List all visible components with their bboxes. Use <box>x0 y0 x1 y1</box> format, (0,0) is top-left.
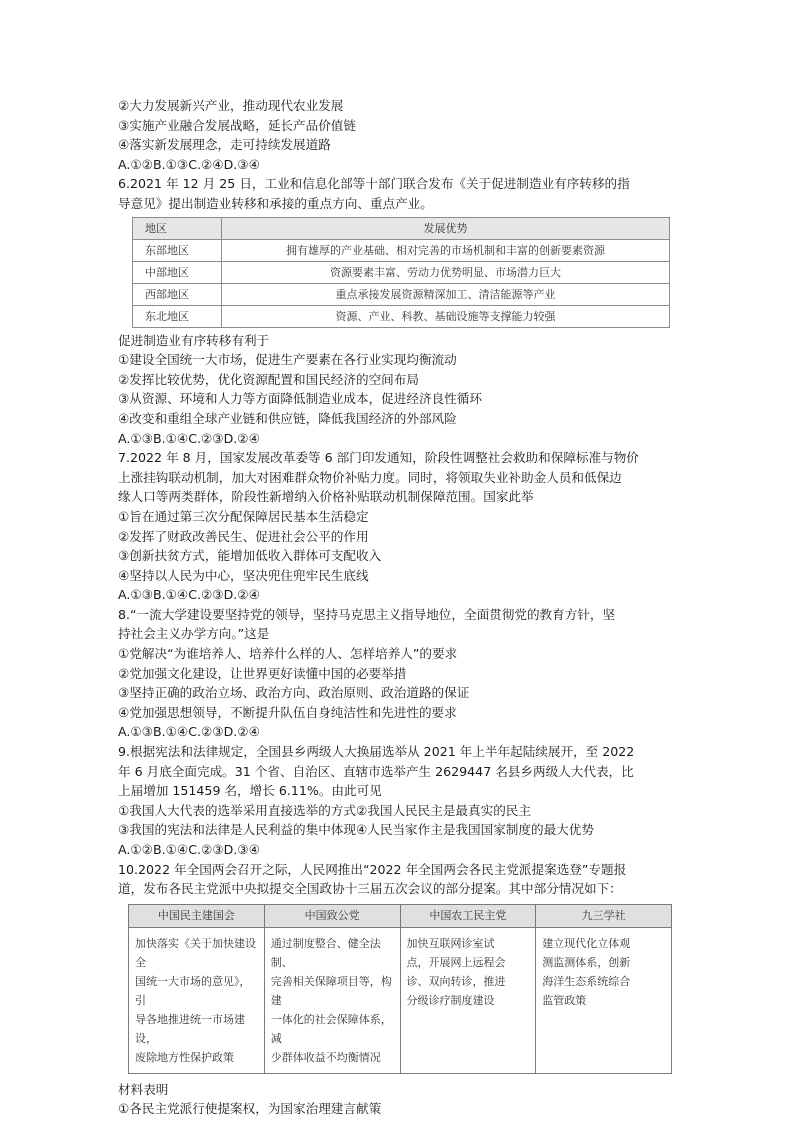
question-stem: 年 6 月底全面完成。31 个省、自治区、直辖市选举产生 2629447 名县乡两级人大代表，比 <box>118 763 634 779</box>
option-line: ③我国的宪法和法律是人民利益的集中体现④人民当家作主是我国国家制度的最大优势 <box>118 822 594 838</box>
question-stem: 上涨挂钩联动机制，加大对困难群众物价补贴力度。同时，将领取失业补助金人员和低保边 <box>118 469 622 485</box>
answer-choices: A.①③B.①④C.②③D.②④ <box>118 587 260 603</box>
question-stem: 7.2022 年 8 月，国家发展改革委等 6 部门印发通知，阶段性调整社会救助和保障标准与物价 <box>118 450 639 466</box>
option-line: ①旨在通过第三次分配保障居民基本生活稳定 <box>118 508 369 524</box>
question-stem: 导意见》提出制造业转移和承接的重点方向、重点产业。 <box>118 195 433 211</box>
table-cell <box>264 927 400 1073</box>
table-row <box>133 261 670 283</box>
cell-line: 海洋生态系统综合 <box>542 974 631 988</box>
cell-line: 测监测体系，创新 <box>542 955 631 969</box>
table-cell <box>400 927 536 1073</box>
answer-choices: A.①③B.①④C.②③D.②④ <box>118 724 260 740</box>
question-10 <box>118 860 678 1119</box>
option-line: ④党加强思想领导，不断提升队伍自身纯洁性和先进性的要求 <box>118 704 457 720</box>
option-line: ④坚持以人民为中心，坚决兜住兜牢民生底线 <box>118 567 369 583</box>
question-8 <box>118 605 678 742</box>
option-line: ①建设全国统一大市场，促进生产要素在各行业实现均衡流动 <box>118 352 457 368</box>
table-cell: 东部地区 <box>133 239 222 261</box>
option-line: ②大力发展新兴产业，推动现代农业发展 <box>118 98 344 113</box>
option-line: ③实施产业融合发展战略，延长产品价值链 <box>118 117 356 133</box>
option-line: ③创新扶贫方式，能增加低收入群体可支配收入 <box>118 548 382 564</box>
option-line: ②党加强文化建设，让世界更好读懂中国的必要举措 <box>118 665 407 681</box>
option-line: ①各民主党派行使提案权，为国家治理建言献策 <box>118 1101 382 1117</box>
table-cell: 西部地区 <box>133 283 222 305</box>
table-header-row <box>129 904 672 927</box>
party-proposal-table <box>128 904 672 1074</box>
cell-line: 国统一大市场的意见》，引 <box>135 974 251 1007</box>
table-header-cell: 九三学社 <box>536 904 672 927</box>
answer-choices: A.①②B.①④C.②③D.③④ <box>118 842 260 857</box>
table-cell <box>536 927 672 1073</box>
table-row <box>129 927 672 1073</box>
option-line: ①党解决“为谁培养人、培养什么样的人、怎样培养人”的要求 <box>118 646 458 662</box>
answer-choices: A.①③B.①④C.②③D.②④ <box>118 430 260 446</box>
cell-line: 监管政策 <box>542 993 587 1007</box>
cell-line: 通过制度整合、健全法制、 <box>270 936 381 969</box>
cell-line: 加快落实《关于加快建设全 <box>135 936 256 969</box>
table-row <box>133 283 670 305</box>
option-line: ④落实新发展理念，走可持续发展道路 <box>118 137 331 153</box>
option-line: ②发挥了财政改善民生、促进社会公平的作用 <box>118 528 369 544</box>
option-line: ①我国人大代表的选举采用直接选举的方式②我国人民民主是最真实的民主 <box>118 802 531 818</box>
question-stem: 道，发布各民主党派中央拟提交全国政协十三届五次会议的部分提案。其中部分情况如下： <box>118 881 622 897</box>
cell-line: 完善相关保障项目等，构建 <box>270 974 392 1007</box>
table-row <box>133 239 670 261</box>
table-header-cell: 中国农工民主党 <box>400 904 536 927</box>
table-cell: 拥有雄厚的产业基础、相对完善的市场机制和丰富的创新要素资源 <box>222 239 670 261</box>
cell-line: 导各地推进统一市场建设， <box>135 1012 245 1045</box>
option-line: ③从资源、环境和人力等方面降低制造业成本，促进经济良性循环 <box>118 391 482 407</box>
table-header-cell: 地区 <box>133 217 222 239</box>
table-cell: 资源、产业、科教、基础设施等支撑能力较强 <box>222 305 670 327</box>
table-cell: 资源要素丰富、劳动力优势明显、市场潜力巨大 <box>222 261 670 283</box>
prev-question-options <box>118 96 678 174</box>
table-row <box>133 305 670 327</box>
table-header-row <box>133 217 670 239</box>
question-prompt: 材料表明 <box>118 1081 169 1097</box>
cell-line: 分级诊疗制度建设 <box>406 993 495 1007</box>
question-stem: 上届增加 151459 名，增长 6.11%。由此可见 <box>118 783 382 799</box>
question-stem: 10.2022 年全国两会召开之际，人民网推出“2022 年全国两会各民主党派提案选登”专题报 <box>118 861 627 877</box>
cell-line: 诊、双向转诊，推进 <box>406 974 506 988</box>
table-cell: 中部地区 <box>133 261 222 283</box>
table-cell: 东北地区 <box>133 305 222 327</box>
question-9 <box>118 742 678 860</box>
exam-page <box>118 96 678 1119</box>
option-line: ③坚持正确的政治立场、政治方向、政治原则、政治道路的保证 <box>118 685 470 701</box>
table-header-cell: 中国民主建国会 <box>129 904 265 927</box>
table-header-cell: 中国致公党 <box>264 904 400 927</box>
table-cell: 重点承接发展资源精深加工、清洁能源等产业 <box>222 283 670 305</box>
cell-line: 废除地方性保护政策 <box>135 1050 234 1064</box>
cell-line: 建立现代化立体观 <box>542 936 631 950</box>
question-stem: 缘人口等两类群体，阶段性新增纳入价格补贴联动机制保障范围。国家此举 <box>118 489 534 505</box>
question-6 <box>118 174 678 448</box>
question-stem: 6.2021 年 12 月 25 日，工业和信息化部等十部门联合发布《关于促进制造业有序转移的指 <box>118 176 630 192</box>
cell-line: 点，开展网上远程会 <box>406 955 506 969</box>
option-line: ②发挥比较优势，优化资源配置和国民经济的空间布局 <box>118 371 419 387</box>
cell-line: 一体化的社会保障体系，减 <box>270 1012 392 1045</box>
question-stem: 持社会主义办学方向。”这是 <box>118 626 270 642</box>
cell-line: 少群体收益不均衡情况 <box>270 1050 381 1064</box>
table-header-cell: 发展优势 <box>222 217 670 239</box>
option-line: ④改变和重组全球产业链和供应链，降低我国经济的外部风险 <box>118 410 457 426</box>
table-cell <box>129 927 265 1073</box>
question-7 <box>118 448 678 605</box>
answer-choices: A.①②B.①③C.②④D.③④ <box>118 156 260 172</box>
question-stem: 8.“一流大学建设要坚持党的领导，坚持马克思主义指导地位，全面贯彻党的教育方针，坚 <box>118 606 616 622</box>
question-prompt: 促进制造业有序转移有利于 <box>118 332 270 348</box>
cell-line: 加快互联网诊室试 <box>406 936 495 950</box>
question-stem: 9.根据宪法和法律规定，全国县乡两级人大换届选举从 2021 年上半年起陆续展开，至 2022 <box>118 744 635 760</box>
region-advantage-table <box>132 217 670 328</box>
